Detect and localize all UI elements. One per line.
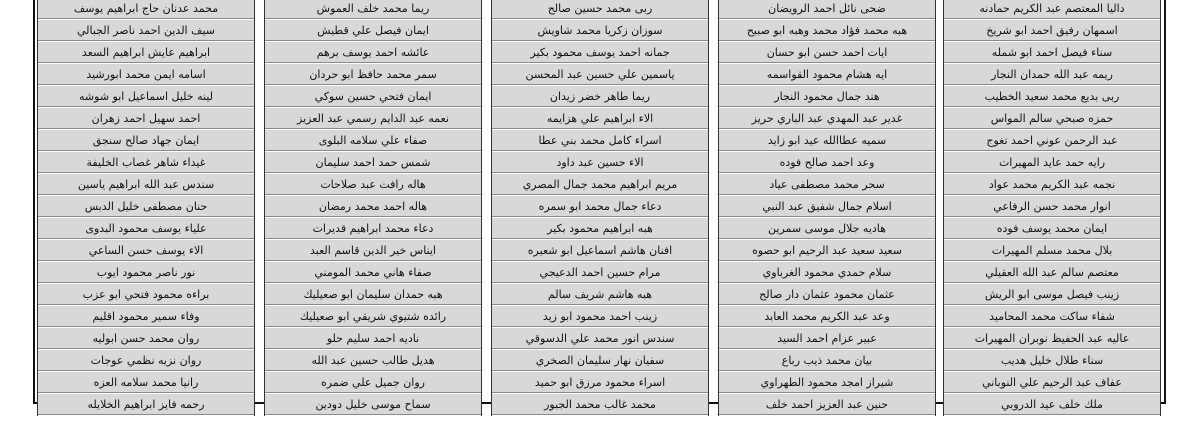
name-cell: افنان هاشم اسماعيل ابو شعيره — [492, 240, 708, 261]
name-cell: ريما طاهر خضر زيدان — [492, 86, 708, 107]
names-column-3 — [491, 0, 709, 416]
name-cell: سمر محمد حافظ ابو حردان — [265, 64, 481, 85]
name-cell: حنين عبد العزيز احمد خلف — [719, 394, 935, 415]
name-cell: ايمان فيصل علي قطيش — [265, 20, 481, 41]
name-cell: محمد عدنان حاج ابراهيم يوسف — [38, 0, 254, 19]
name-cell: سندس عبد الله ابراهيم ياسين — [38, 174, 254, 195]
name-cell: ايه هشام محمود القواسمه — [719, 64, 935, 85]
name-cell: ايمان فتحي حسين سوكي — [265, 86, 481, 107]
name-cell: هبه ابراهيم محمود بكير — [492, 218, 708, 239]
name-cell: لينه خليل اسماعيل ابو شوشه — [38, 86, 254, 107]
name-cell: الاء حسين عبد داود — [492, 152, 708, 173]
name-cell: احمد سهيل احمد زهران — [38, 108, 254, 129]
name-cell: عاليه عبد الحفيظ نوبران المهيرات — [944, 328, 1160, 349]
name-cell: هديل طالب حسين عبد الله — [265, 350, 481, 371]
name-cell: حمزه صبحي سالم المواس — [944, 108, 1160, 129]
name-cell: ريما محمد خلف العموش — [265, 0, 481, 19]
name-cell: اسراء محمود مرزق ابو حميد — [492, 372, 708, 393]
name-cell: شفاء ساكت محمد المحاميد — [944, 306, 1160, 327]
name-cell: سعيد سعيد عبد الرحيم ابو حصوه — [719, 240, 935, 261]
name-cell: انوار محمد حسن الرفاعي — [944, 196, 1160, 217]
name-cell: مرام حسين احمد الدعيجي — [492, 262, 708, 283]
names-column-5 — [37, 0, 255, 416]
name-cell: هند جمال محمود النجار — [719, 86, 935, 107]
name-cell: بلال محمد مسلم المهيرات — [944, 240, 1160, 261]
name-cell: اسمهان رفيق احمد ابو شريخ — [944, 20, 1160, 41]
name-cell: رايه حمد عايد المهيرات — [944, 152, 1160, 173]
name-cell: دعاء جمال محمد ابو سمره — [492, 196, 708, 217]
name-cell: اسامه ايمن محمد ابورشيد — [38, 64, 254, 85]
name-cell: اسلام جمال شفيق عبد النبي — [719, 196, 935, 217]
name-cell: ملك خلف عيد الدروبي — [944, 394, 1160, 415]
name-cell: مريم ابراهيم محمد جمال المصري — [492, 174, 708, 195]
name-cell: جمانه احمد يوسف محمود بكير — [492, 42, 708, 63]
name-cell: داليا المعتصم عبد الكريم حمادنه — [944, 0, 1160, 19]
name-cell: اسراء كامل محمد بني عطا — [492, 130, 708, 151]
name-cell: غيداء شاهر غصاب الخليفة — [38, 152, 254, 173]
name-cell: سفيان نهار سليمان الصخري — [492, 350, 708, 371]
name-cell: ريمه عبد الله حمدان النجار — [944, 64, 1160, 85]
name-cell: وعد احمد صالح فوده — [719, 152, 935, 173]
name-cell: روان جميل علي ضمره — [265, 372, 481, 393]
name-cell: سحر محمد مصطفى عياد — [719, 174, 935, 195]
name-cell: هبه حمدان سليمان ابو صعيليك — [265, 284, 481, 305]
name-cell: سلام حمدي محمود الغرباوي — [719, 262, 935, 283]
name-cell: عائشه احمد يوسف برهم — [265, 42, 481, 63]
name-cell: صفاء هاني محمد المومني — [265, 262, 481, 283]
name-cell: دعاء محمد ابراهيم قديرات — [265, 218, 481, 239]
name-cell: عبد الرحمن عوني احمد تغوج — [944, 130, 1160, 151]
name-cell: هاله رافت عبد صلاحات — [265, 174, 481, 195]
name-cell: زينب احمد محمود ابو زيد — [492, 306, 708, 327]
name-cell: هبه محمد فؤاد محمد وهبه ابو صبيح — [719, 20, 935, 41]
name-cell: ايمان محمد يوسف فوده — [944, 218, 1160, 239]
name-cell: نور ناصر محمود ايوب — [38, 262, 254, 283]
name-cell: عبير عزام احمد السيد — [719, 328, 935, 349]
names-column-1 — [943, 0, 1161, 416]
name-cell: عفاف عبد الرحيم علي النوباني — [944, 372, 1160, 393]
name-cell: علياء يوسف محمود البدوى — [38, 218, 254, 239]
name-cell: نجمه عبد الكريم محمد عواد — [944, 174, 1160, 195]
name-cell: شيراز امجد محمود الطهراوي — [719, 372, 935, 393]
name-cell: ربى محمد حسين صالح — [492, 0, 708, 19]
name-cell: رانيا محمد سلامه العزه — [38, 372, 254, 393]
name-cell: ابراهيم عايش ابراهيم السعد — [38, 42, 254, 63]
name-cell: معتصم سالم عبد الله العقيلي — [944, 262, 1160, 283]
name-cell: بيان محمد ذيب رباع — [719, 350, 935, 371]
name-cell: براءه محمود فتحي ابو عزب — [38, 284, 254, 305]
name-cell: روان محمد حسن ابوليه — [38, 328, 254, 349]
name-cell: روان نزيه نظمي عوجات — [38, 350, 254, 371]
name-cell: هاله احمد محمد رمضان — [265, 196, 481, 217]
name-cell: وفاء سمير محمود اقليم — [38, 306, 254, 327]
name-cell: الاء ابراهيم علي هزايمه — [492, 108, 708, 129]
name-cell: ربى بديع محمد سعيد الخطيب — [944, 86, 1160, 107]
name-cell: ضحى نائل احمد الرويضان — [719, 0, 935, 19]
name-cell: هاديه جلال موسى سمرين — [719, 218, 935, 239]
names-table — [33, 0, 1166, 411]
names-column-2 — [718, 0, 936, 416]
name-cell: سناء فيصل احمد ابو شمله — [944, 42, 1160, 63]
name-cell: الاء يوسف حسن الساعي — [38, 240, 254, 261]
name-cell: ياسمين علي حسين عبد المحسن — [492, 64, 708, 85]
name-cell: رحمه فايز ابراهيم الخلايله — [38, 394, 254, 415]
name-cell: نعمه عبد الدايم رسمي عبد العزيز — [265, 108, 481, 129]
name-cell: سناء طلال خليل هديب — [944, 350, 1160, 371]
name-cell: عثمان محمود عثمان دار صالح — [719, 284, 935, 305]
name-cell: ايمان جهاد صالح سنجق — [38, 130, 254, 151]
name-cell: محمد غالب محمد الجبور — [492, 394, 708, 415]
name-cell: ايناس خير الدين قاسم العبد — [265, 240, 481, 261]
name-cell: هبه هاشم شريف سالم — [492, 284, 708, 305]
name-cell: ناديه احمد سليم حلو — [265, 328, 481, 349]
name-cell: سندس انور محمد علي الدسوقي — [492, 328, 708, 349]
name-cell: حنان مصطفى خليل الدبس — [38, 196, 254, 217]
name-cell: صفاء علي سلامه البلوى — [265, 130, 481, 151]
name-cell: زينب فيصل موسى ابو الريش — [944, 284, 1160, 305]
names-column-4 — [264, 0, 482, 416]
name-cell: وعد عبد الكريم محمد العابد — [719, 306, 935, 327]
name-cell: رائده شتيوي شريقي ابو صعيليك — [265, 306, 481, 327]
name-cell: غدير عبد المهدي عبد الباري حريز — [719, 108, 935, 129]
name-cell: شمس حمد احمد سليمان — [265, 152, 481, 173]
name-cell: سوزان زكريا محمد شاويش — [492, 20, 708, 41]
name-cell: سماح موسى خليل دودين — [265, 394, 481, 415]
name-cell: سميه عطاالله عيد ابو زايد — [719, 130, 935, 151]
name-cell: سيف الدين احمد ناصر الجبالي — [38, 20, 254, 41]
name-cell: ايات احمد حسن ابو حسان — [719, 42, 935, 63]
